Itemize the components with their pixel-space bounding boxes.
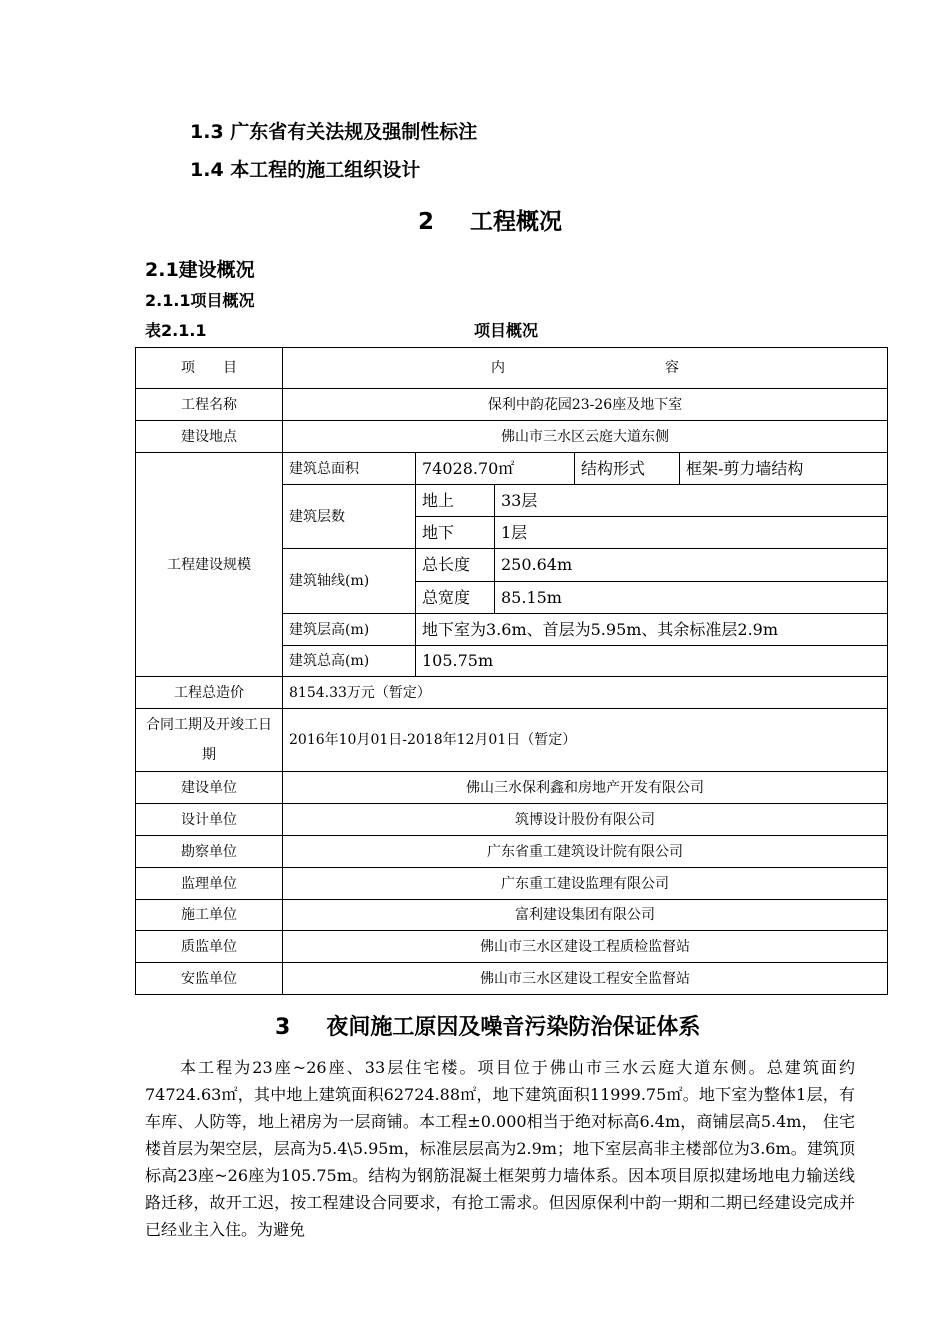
- project-overview-table: [135, 347, 888, 995]
- row-value: 佛山市三水区建设工程质检监督站: [283, 931, 888, 963]
- row-value: 广东重工建设监理有限公司: [283, 868, 888, 900]
- header-content: [283, 348, 888, 389]
- row-value: 佛山市三水区建设工程安全监督站: [283, 963, 888, 995]
- section-heading-2-1: 2.1建设概况: [145, 259, 255, 281]
- row-value: 筑博设计股份有限公司: [283, 804, 888, 836]
- table-row: [136, 900, 888, 931]
- row-label: 合同工期及开竣工日期: [136, 709, 283, 772]
- table-row: [136, 804, 888, 836]
- row-label: 质监单位: [136, 931, 283, 963]
- section-heading-1-4: 1.4 本工程的施工组织设计: [190, 159, 421, 181]
- row-value: 8154.33万元（暂定）: [283, 677, 888, 709]
- row-label: 建筑总高(m): [283, 646, 416, 677]
- body-paragraph: [145, 1054, 855, 1243]
- table-row: [136, 709, 888, 772]
- row-value: 保利中韵花园23-26座及地下室: [283, 389, 888, 421]
- section-heading-1-3: 1.3 广东省有关法规及强制性标注: [190, 121, 478, 143]
- row-value: 佛山三水保利鑫和房地产开发有限公司: [283, 772, 888, 804]
- table-title: 项目概况: [474, 321, 539, 340]
- table-label: 表2.1.1: [145, 321, 207, 340]
- row-label: 工程名称: [136, 389, 283, 421]
- row-label: 建设单位: [136, 772, 283, 804]
- table-header-row: [136, 348, 888, 389]
- row-label: 设计单位: [136, 804, 283, 836]
- row-label: 勘察单位: [136, 836, 283, 868]
- section-heading-2-1-1: 2.1.1项目概况: [145, 291, 255, 310]
- row-value: 框架-剪力墙结构: [680, 453, 888, 485]
- table-row: [136, 389, 888, 421]
- header-content-2: 容: [665, 360, 680, 376]
- row-label: 结构形式: [575, 453, 680, 485]
- table-row: [136, 963, 888, 995]
- table-row: [136, 453, 888, 485]
- table-row: [136, 836, 888, 868]
- row-value: 33层: [495, 485, 888, 517]
- table-row: [136, 868, 888, 900]
- row-value: 2016年10月01日-2018年12月01日（暂定）: [283, 709, 888, 772]
- row-sublabel: 总长度: [416, 549, 495, 582]
- chapter-number: 2: [418, 209, 435, 235]
- row-label: 建筑总面积: [283, 453, 416, 485]
- row-value: 佛山市三水区云庭大道东侧: [283, 421, 888, 453]
- row-label: 安监单位: [136, 963, 283, 995]
- table-row: [136, 421, 888, 453]
- chapter-heading-2: [418, 203, 562, 236]
- row-label: 监理单位: [136, 868, 283, 900]
- row-value: 250.64m: [495, 549, 888, 582]
- chapter-title: 工程概况: [470, 209, 563, 235]
- row-value: 105.75m: [416, 646, 888, 677]
- row-sublabel: 地上: [416, 485, 495, 517]
- row-label: 施工单位: [136, 900, 283, 931]
- paragraph-text: 本工程为23座~26座、33层住宅楼。项目位于佛山市三水云庭大道东侧。总建筑面约74724.63㎡，其中地上建筑面积62724.88㎡，地下建筑面积11999.75㎡。地下室为整体1层，有车库、人防等，地上裙房为一层商铺。本工程±0.000相当于绝对标高6.4m，商铺层高5.4m， 住宅楼首层为架空层，层高为5.4\5.95m，标准层层高为2.9m；地下室层高非主楼部位为3.6m。建筑顶标高23座~26座为105.75m。结构为钢筋混凝土框架剪力墙体系。因本项目原拟建场地电力输送线路迁移，故开工迟，按工程建设合同要求，有抢工需求。但因原保利中韵一期和二期已经建设完成并已经业主入住。为避免: [145, 1058, 855, 1239]
- row-sublabel: 地下: [416, 517, 495, 549]
- row-label: 建筑层数: [283, 485, 416, 549]
- chapter-heading-3: [275, 1010, 700, 1041]
- header-content-1: 内: [491, 360, 506, 376]
- row-value: 85.15m: [495, 582, 888, 614]
- header-item: 项 目: [136, 348, 283, 389]
- chapter-title: 夜间施工原因及噪音污染防治保证体系: [326, 1015, 701, 1040]
- scale-label: 工程建设规模: [136, 453, 283, 677]
- row-value: 地下室为3.6m、首层为5.95m、其余标准层2.9m: [416, 614, 888, 646]
- table-row: [136, 772, 888, 804]
- row-sublabel: 总宽度: [416, 582, 495, 614]
- table-row: [136, 931, 888, 963]
- row-value: 广东省重工建筑设计院有限公司: [283, 836, 888, 868]
- row-value: 1层: [495, 517, 888, 549]
- table-row: [136, 677, 888, 709]
- row-label: 建筑层高(m): [283, 614, 416, 646]
- row-value: 74028.70㎡: [416, 453, 575, 485]
- row-label: 建筑轴线(m): [283, 549, 416, 614]
- row-label: 工程总造价: [136, 677, 283, 709]
- chapter-number: 3: [275, 1015, 291, 1040]
- row-value: 富利建设集团有限公司: [283, 900, 888, 931]
- row-label: 建设地点: [136, 421, 283, 453]
